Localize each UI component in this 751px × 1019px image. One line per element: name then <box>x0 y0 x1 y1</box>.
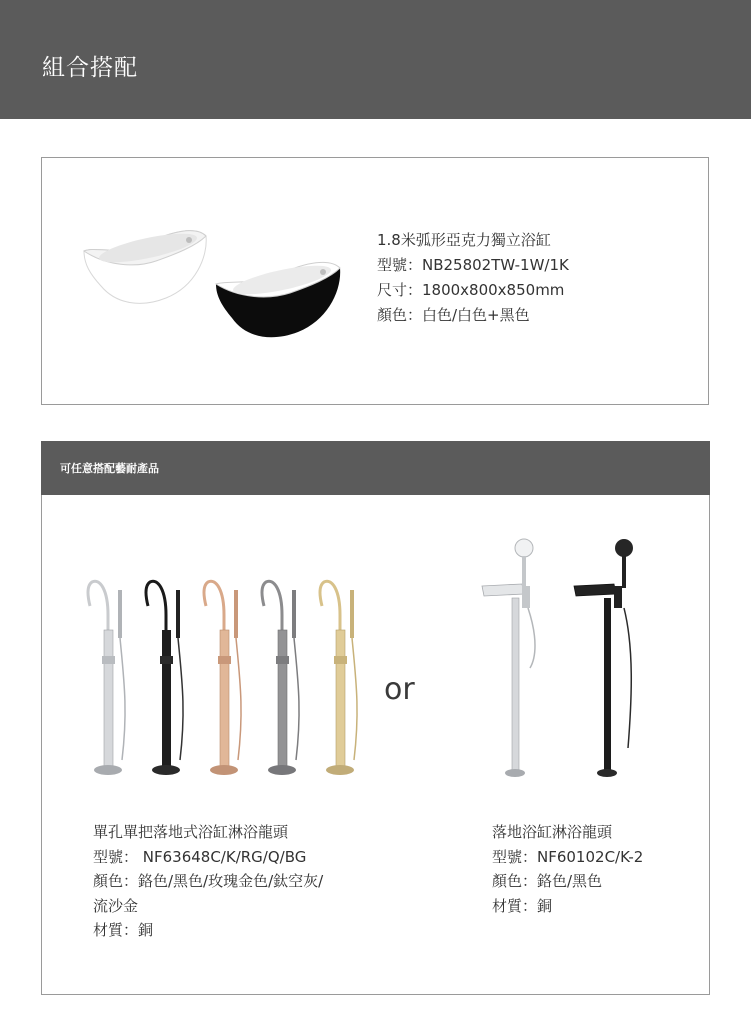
page-title: 組合搭配 <box>42 55 138 81</box>
faucet-a-material: 材質：銅 <box>93 921 154 939</box>
faucet-b-color: 顏色：鉻色/黑色 <box>492 872 603 890</box>
matching-header <box>41 441 710 495</box>
bathtub-panel <box>41 157 709 405</box>
or-separator: or <box>384 672 415 707</box>
bathtub-specs <box>377 228 569 328</box>
bathtub-size: 尺寸：1800x800x850mm <box>377 281 565 299</box>
bathtub-model: 型號：NB25802TW-1W/1K <box>377 256 569 274</box>
faucet-b-material: 材質：銅 <box>492 896 553 915</box>
bathtub-white-image <box>76 216 216 316</box>
bathtub-color: 顏色：白色/白色+黑色 <box>377 306 530 324</box>
faucet-b-model: 型號：NF60102C/K-2 <box>492 847 644 866</box>
faucet-a-name: 單孔單把落地式浴缸淋浴龍頭 <box>93 823 289 841</box>
faucet-b-specs <box>492 820 643 918</box>
matching-title: 可任意搭配藝耐產品 <box>60 462 159 475</box>
faucet-b-chrome <box>482 539 535 777</box>
page-header <box>0 0 751 119</box>
faucet-set-five-finishes-image <box>82 570 382 780</box>
matching-panel <box>41 441 710 995</box>
faucet-rose-gold <box>204 581 241 775</box>
faucet-a-color-line2: 流沙金 <box>93 896 139 915</box>
faucet-a-model: 型號： NF63648C/K/RG/Q/BG <box>93 847 307 866</box>
faucet-gold <box>320 581 357 775</box>
faucet-chrome <box>88 581 125 775</box>
faucet-grey <box>262 581 299 775</box>
bathtub-black-image <box>210 246 350 351</box>
faucet-b-black <box>574 539 633 777</box>
bathtub-name: 1.8米弧形亞克力獨立浴缸 <box>377 231 551 249</box>
faucet-b-name: 落地浴缸淋浴龍頭 <box>492 823 613 841</box>
faucet-set-two-finishes-image <box>472 538 642 783</box>
faucet-black <box>146 581 183 775</box>
faucet-a-color-line1: 顏色：鉻色/黑色/玫瑰金色/鈦空灰/ <box>93 872 324 890</box>
faucet-a-specs <box>93 820 323 943</box>
